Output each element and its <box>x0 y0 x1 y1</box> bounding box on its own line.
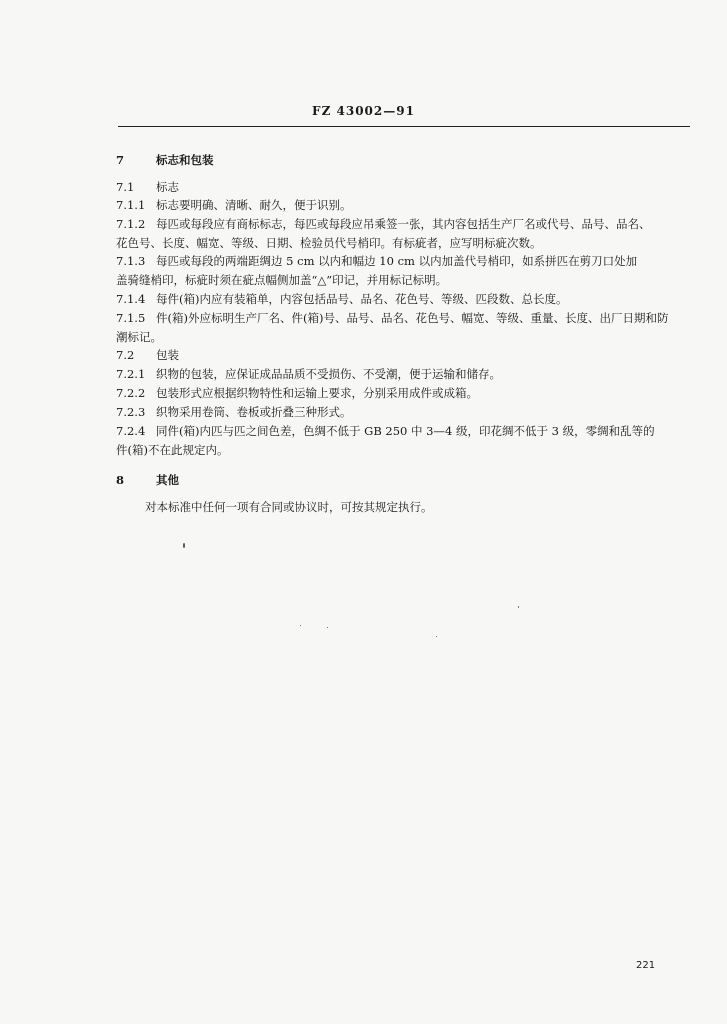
clause-number: 7.1.1 <box>116 198 146 212</box>
clause-7-2-1 <box>116 366 691 382</box>
clause-7-2-4 <box>116 423 691 439</box>
clause-number: 7.1.2 <box>116 217 146 231</box>
clause-number: 7.2 <box>116 348 135 362</box>
clause-text: 包装形式应根据织物特性和运输上要求，分别采用成件或成箱。 <box>156 386 478 400</box>
header-rule <box>118 126 690 127</box>
clause-text: 标志要明确、清晰、耐久，便于识别。 <box>156 198 352 212</box>
clause-text: 织物采用卷筒、卷板或折叠三种形式。 <box>156 405 352 419</box>
clause-text: 织物的包装，应保证成品品质不受损伤、不受潮，便于运输和储存。 <box>156 367 501 381</box>
clause-text: 每件(箱)内应有装箱单，内容包括品号、品名、花色号、等级、匹段数、总长度。 <box>156 292 568 306</box>
clause-text: 潮标记。 <box>116 330 162 344</box>
scan-speck <box>518 606 519 608</box>
clause-text: 同件(箱)内匹与匹之间色差，色绸不低于 GB 250 中 3—4 级，印花绸不低于 3 级，零绸和乱等的 <box>156 424 655 438</box>
clause-7-2-3 <box>116 404 691 420</box>
clause-7-2 <box>116 347 691 363</box>
clause-7-1-3-continued <box>116 272 691 288</box>
clause-number: 7.1.4 <box>116 292 146 306</box>
clause-text: 盖骑缝梢印，标疵时须在疵点幅侧加盖“△”印记，并用标记标明。 <box>116 273 448 287</box>
clause-7-2-4-continued <box>116 442 691 458</box>
section-8-heading <box>116 472 691 488</box>
clause-number: 7.1 <box>116 180 135 194</box>
clause-number: 7.1.3 <box>116 254 146 268</box>
clause-number: 7.2.4 <box>116 424 146 438</box>
section-title: 标志和包装 <box>156 153 214 167</box>
clause-text: 件(箱)外应标明生产厂名、件(箱)号、品号、品名、花色号、幅宽、等级、重量、长度、出厂日期和防 <box>156 311 669 325</box>
scan-speck <box>436 636 437 637</box>
scan-speck <box>183 543 185 548</box>
section-7-heading <box>116 152 691 168</box>
clause-7-1-1 <box>116 197 691 213</box>
section-number: 7 <box>116 153 125 167</box>
clause-number: 7.2.3 <box>116 405 146 419</box>
clause-7-1-5 <box>116 310 691 326</box>
clause-7-1-2 <box>116 216 691 232</box>
closing-paragraph: 对本标准中任何一项有合同或协议时，可按其规定执行。 <box>145 500 433 514</box>
clause-7-1-4 <box>116 291 691 307</box>
clause-number: 7.1.5 <box>116 311 146 325</box>
clause-number: 7.2.1 <box>116 367 146 381</box>
clause-7-1-5-continued <box>116 329 691 345</box>
clause-text: 包装 <box>156 348 179 362</box>
clause-text: 花色号、长度、幅宽、等级、日期、检验员代号梢印。有标疵者，应写明标疵次数。 <box>116 236 542 250</box>
page-number: 221 <box>636 960 656 971</box>
standard-code-header: FZ 43002—91 <box>312 104 415 118</box>
section-title: 其他 <box>156 473 179 487</box>
clause-number: 7.2.2 <box>116 386 146 400</box>
clause-7-1-3 <box>116 253 691 269</box>
clause-text: 每匹或每段的两端距绸边 5 cm 以内和幅边 10 cm 以内加盖代号梢印，如系拼匹在剪刀口处加 <box>156 254 638 268</box>
clause-text: 件(箱)不在此规定内。 <box>116 443 229 457</box>
scan-speck <box>300 625 301 626</box>
scan-speck <box>327 627 328 628</box>
clause-text: 每匹或每段应有商标标志，每匹或每段应吊乘签一张，其内容包括生产厂名或代号、品号、品名、 <box>156 217 651 231</box>
section-number: 8 <box>116 473 125 487</box>
clause-text: 标志 <box>156 180 179 194</box>
clause-7-1-2-continued <box>116 235 691 251</box>
clause-7-2-2 <box>116 385 691 401</box>
clause-7-1 <box>116 179 691 195</box>
